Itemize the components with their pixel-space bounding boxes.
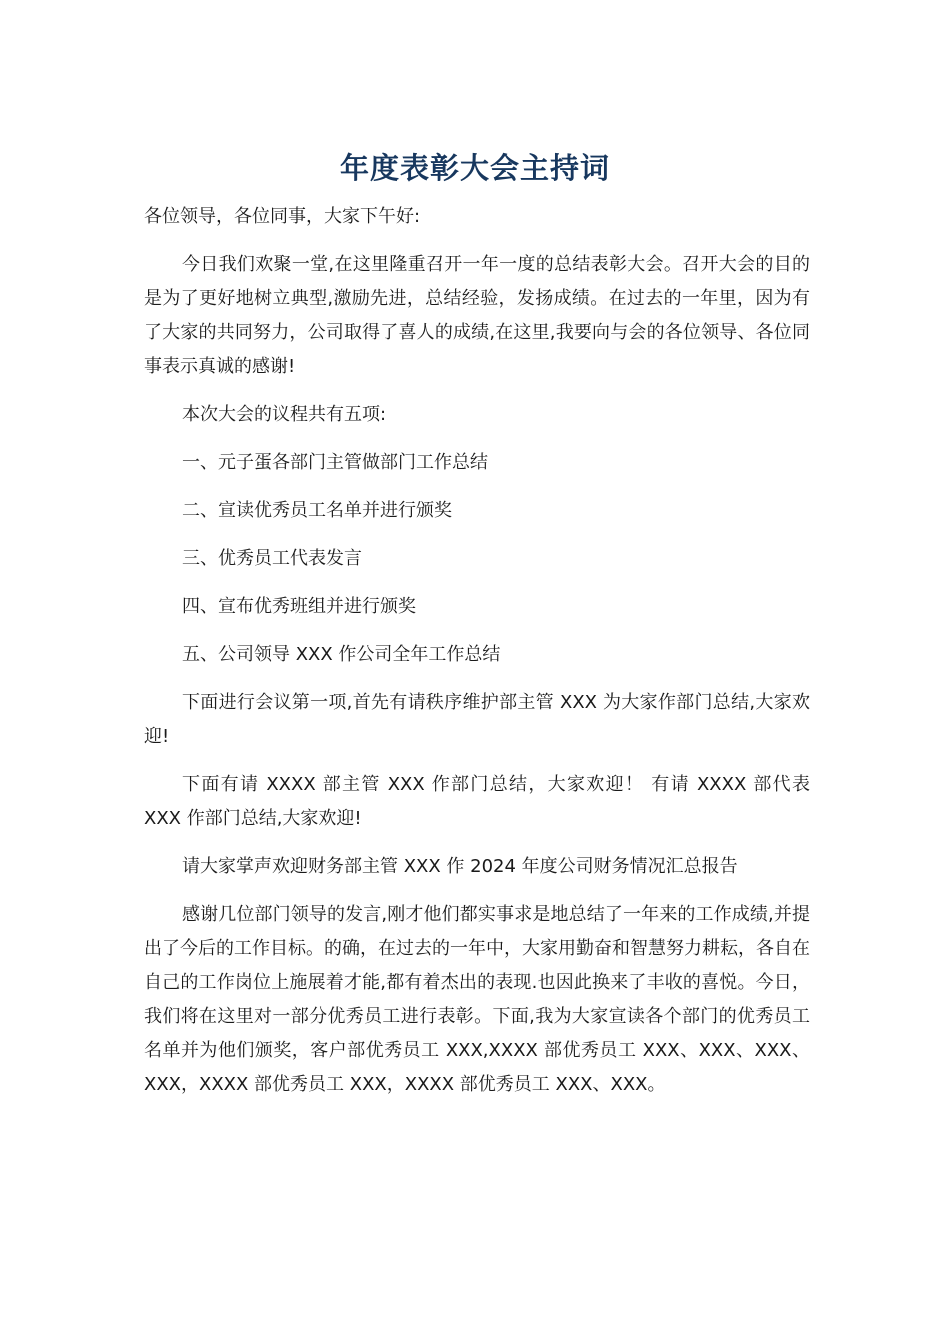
agenda-item-3: 三、优秀员工代表发言 bbox=[182, 548, 362, 569]
agenda-item-1: 一、元子蛋各部门主管做部门工作总结 bbox=[182, 452, 488, 473]
agenda-intro-paragraph: 本次大会的议程共有五项: bbox=[182, 404, 387, 425]
opening-paragraph: 今日我们欢聚一堂,在这里隆重召开一年一度的总结表彰大会。召开大会的目的是为了更好地树立典型,激励先进，总结经验，发扬成绩。在过去的一年里，因为有了大家的共同努力，公司取得了喜人的成绩,在这里,我要向与会的各位领导、各位同事表示真诚的感谢! bbox=[144, 254, 810, 377]
commendation-paragraph: 感谢几位部门领导的发言,刚才他们都实事求是地总结了一年来的工作成绩,并提出了今后的工作目标。的确，在过去的一年中，大家用勤奋和智慧努力耕耘，各自在自己的工作岗位上施展着才能,都有着杰出的表现.也因此换来了丰收的喜悦。今日，我们将在这里对一部分优秀员工进行表彰。下面,我为大家宣读各个部门的优秀员工名单并为他们颁奖，客户部优秀员工 XXX,XXXX 部优秀员工 XXX、XXX、XXX、XXX，XXXX 部优秀员工 XXX，XXXX 部优秀员工 XXX、XXX。 bbox=[144, 904, 810, 1095]
greeting-paragraph: 各位领导，各位同事，大家下午好: bbox=[144, 206, 421, 227]
department-summary-paragraph: 下面有请 XXXX 部主管 XXX 作部门总结，大家欢迎！ 有请 XXXX 部代表 XXX 作部门总结,大家欢迎! bbox=[144, 774, 810, 829]
agenda-item-4: 四、宣布优秀班组并进行颁奖 bbox=[182, 596, 416, 617]
first-item-paragraph: 下面进行会议第一项,首先有请秩序维护部主管 XXX 为大家作部门总结,大家欢迎! bbox=[144, 692, 810, 747]
agenda-item-5: 五、公司领导 XXX 作公司全年工作总结 bbox=[182, 644, 501, 665]
document-title: 年度表彰大会主持词 bbox=[339, 151, 610, 185]
agenda-item-2: 二、宣读优秀员工名单并进行颁奖 bbox=[182, 500, 452, 521]
finance-report-paragraph: 请大家掌声欢迎财务部主管 XXX 作 2024 年度公司财务情况汇总报告 bbox=[182, 856, 738, 877]
document-body bbox=[144, 200, 810, 1116]
